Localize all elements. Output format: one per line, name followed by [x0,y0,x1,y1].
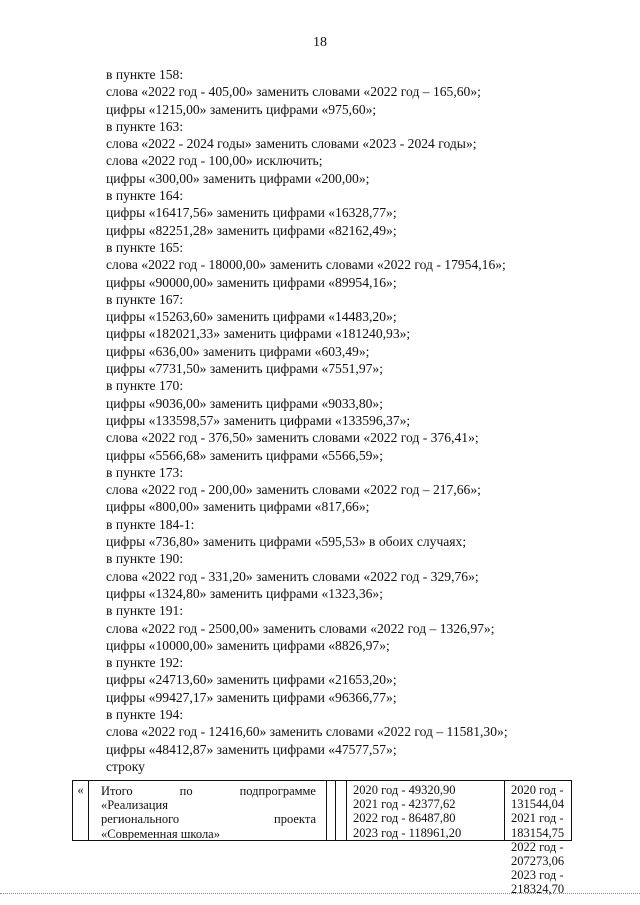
footer-divider [0,893,640,894]
text-line: цифры «182021,33» заменить цифрами «181240,93»; [106,326,411,342]
text-line: в пункте 158: [106,67,184,82]
total-value-2023: 2023 год - 218324,70 [511,868,565,897]
text-line: слова «2022 год - 331,20» заменить словами «2022 год - 329,76»; [106,568,479,584]
total-value-2021: 2021 год - 183154,75 [511,811,565,840]
text-line: слова «2022 год - 2500,00» заменить словами «2022 год – 1326,97»; [106,620,495,636]
empty-cell [327,781,336,840]
row-name-cell [89,781,327,840]
text-line: цифры «1324,80» заменить цифрами «1323,36»; [106,585,383,601]
text-line: цифры «7731,50» заменить цифрами «7551,97»; [106,361,383,377]
text-line: слова «2022 год - 200,00» заменить словами «2022 год – 217,66»; [106,482,481,498]
row-name-word: регионального [101,812,180,827]
text-line: в пункте 165: [106,239,184,255]
document-body [106,66,566,775]
text-line: цифры «133598,57» заменить цифрами «133596,37»; [106,412,411,428]
text-line: строку [106,758,145,774]
text-line: цифры «1215,00» заменить цифрами «975,60»; [106,101,377,117]
opening-quote: « [73,781,89,840]
text-line: слова «2022 год - 18000,00» заменить словами «2022 год - 17954,16»; [106,257,506,273]
text-line: в пункте 164: [106,188,184,204]
row-name-line: «Современная школа» [101,826,220,841]
text-line: слова «2022 год - 12416,60» заменить словами «2022 год – 11581,30»; [106,724,508,740]
text-line: в пункте 173: [106,464,184,480]
text-line: цифры «800,00» заменить цифрами «817,66»; [106,499,370,515]
text-line: цифры «48412,87» заменить цифрами «47577,57»; [106,741,397,757]
text-line: слова «2022 год - 405,00» заменить словами «2022 год – 165,60»; [106,84,481,100]
row-name-word: подпрограмме [239,784,316,798]
budget-table-row [72,780,572,897]
text-line: слова «2022 - 2024 годы» заменить словами «2023 - 2024 годы»; [106,136,477,152]
old-value-2023: 2023 год - 118961,20 [353,825,462,840]
text-line: цифры «5566,68» заменить цифрами «5566,59»; [106,447,383,463]
text-line: в пункте 190: [106,551,184,567]
text-line: цифры «10000,00» заменить цифрами «8826,97»; [106,637,390,653]
text-line: цифры «24713,60» заменить цифрами «21653,20»; [106,672,397,688]
text-line: слова «2022 год - 376,50» заменить словами «2022 год - 376,41»; [106,430,479,446]
text-line: слова «2022 год - 100,00» исключить; [106,153,323,169]
old-value-2020: 2020 год - 49320,90 [353,783,456,797]
text-line: в пункте 191: [106,603,184,619]
text-line: цифры «16417,56» заменить цифрами «16328,77»; [106,205,397,221]
page-number: 18 [313,35,327,50]
text-line: цифры «300,00» заменить цифрами «200,00»; [106,170,370,186]
text-line: цифры «82251,28» заменить цифрами «82162,49»; [106,222,397,238]
row-name-word: по [179,784,193,798]
text-line: цифры «736,80» заменить цифрами «595,53» в обоих случаях; [106,534,467,550]
old-value-2021: 2021 год - 42377,62 [353,797,456,812]
empty-cell [336,781,347,840]
text-line: цифры «15263,60» заменить цифрами «14483,20»; [106,309,397,325]
row-name-word: проекта [274,812,316,827]
text-line: в пункте 170: [106,378,184,394]
text-line: в пункте 184-1: [106,516,195,532]
text-line: в пункте 194: [106,706,184,722]
row-name-word: Итого [101,784,133,798]
text-line: цифры «90000,00» заменить цифрами «89954,16»; [106,274,397,290]
total-value-2020: 2020 год - 131544,04 [511,783,565,812]
text-line: в пункте 163: [106,118,184,134]
text-line: в пункте 167: [106,291,184,307]
text-line: в пункте 192: [106,655,184,671]
old-values-cell [347,781,505,840]
total-value-2022: 2022 год - 207273,06 [511,839,565,869]
row-name-line: «Реализация [101,798,168,813]
text-line: цифры «99427,17» заменить цифрами «96366,77»; [106,689,397,705]
text-line: цифры «9036,00» заменить цифрами «9033,80»; [106,395,383,411]
text-line: цифры «636,00» заменить цифрами «603,49»; [106,343,370,359]
total-values-cell [505,781,571,897]
old-value-2022: 2022 год - 86487,80 [353,811,456,826]
